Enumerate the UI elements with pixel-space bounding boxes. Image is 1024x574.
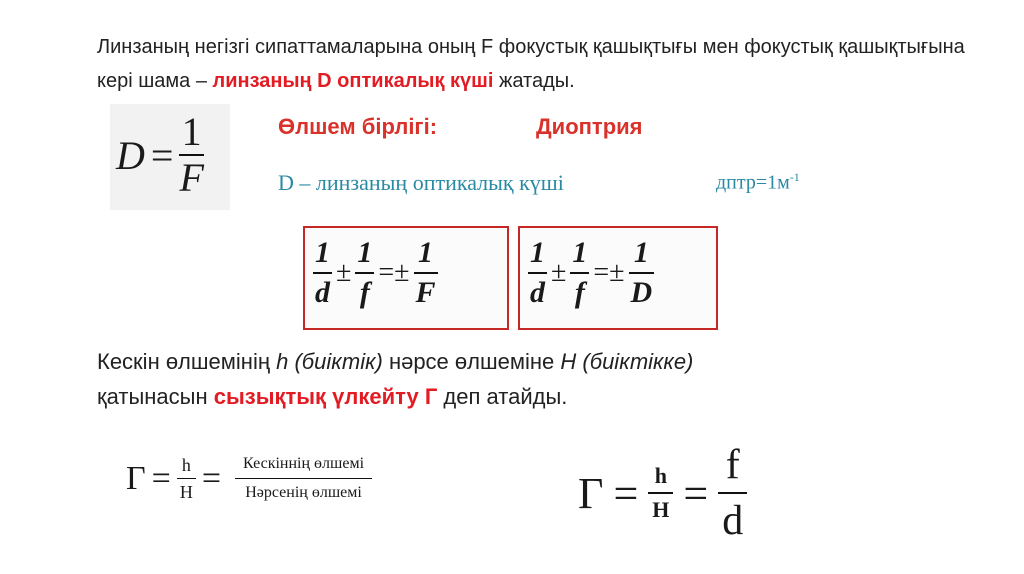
intro-text-end: жатады.: [493, 70, 575, 92]
h-num: h: [181, 455, 191, 475]
magnification-formula-left: [126, 450, 380, 507]
lens-formula-box-1: [303, 226, 509, 330]
term-2-den: f: [359, 276, 370, 309]
term-3-num: 1: [633, 236, 649, 269]
equals-2: =: [683, 468, 709, 518]
magnification-formula-right: [578, 438, 747, 548]
term-3-num: 1: [418, 236, 434, 269]
gamma-symbol: Г: [578, 468, 604, 518]
h-over-H: [177, 452, 196, 505]
lens-formula-1: [313, 234, 438, 312]
para2-highlight: сызықтық үлкейту Г: [213, 384, 438, 409]
term-1-num: 1: [530, 236, 545, 269]
para2-a: Кескін өлшемінің: [97, 349, 277, 374]
word-fraction: [227, 450, 380, 507]
h-over-H-fraction: [648, 460, 673, 526]
term-1-num: 1: [315, 236, 330, 269]
h-over-H-fraction: [177, 452, 196, 505]
term-2-num: 1: [357, 236, 373, 269]
unit-value: Диоптрия: [536, 114, 643, 139]
term-1-den: d: [315, 276, 330, 309]
H-den: H: [179, 482, 193, 502]
para2-d: деп атайды.: [437, 384, 568, 409]
diopter-unit-text: дптр=1м: [716, 171, 790, 194]
equals-1: =: [151, 459, 171, 497]
diopter-unit-exponent: -1: [789, 170, 800, 184]
fraction-denominator: F: [179, 155, 204, 200]
plus-minus: ±: [551, 257, 567, 288]
para2-c: қатынасын: [97, 384, 214, 409]
term-2: [570, 234, 589, 312]
d-den: d: [722, 498, 744, 544]
para2-h: h (биіктік): [276, 349, 383, 374]
equals-1: =: [613, 468, 639, 518]
word-fraction-inner: [227, 450, 380, 507]
term-1: [528, 234, 547, 312]
formula-fraction: [179, 110, 203, 200]
lens-formula-box-2: [518, 226, 718, 330]
H-den: H: [652, 497, 670, 522]
optical-power-formula: [116, 110, 204, 200]
term-1: [313, 234, 332, 312]
formula-D: D: [116, 132, 145, 178]
term-2-num: 1: [572, 236, 588, 269]
f-num: f: [725, 442, 740, 488]
unit-label: Өлшем бірлігі:: [278, 114, 438, 139]
intro-highlight: линзаның D оптикалық күші: [212, 70, 494, 92]
equals-2: =: [201, 459, 222, 497]
term-2: [355, 234, 374, 312]
term-3: [629, 234, 655, 312]
f-over-d-fraction: [718, 438, 747, 548]
intro-text: Линзаның негізгі сипаттамаларына оның F фокустық қашықтығы мен фокустық қашықтығына кері шама –: [97, 36, 965, 92]
term-2-den: f: [574, 276, 585, 309]
h-num: h: [654, 463, 667, 488]
fraction-numerator: 1: [181, 109, 202, 154]
diopter-unit: [716, 170, 800, 195]
formula-equals: =: [150, 132, 174, 178]
magnification-paragraph: [97, 344, 997, 414]
plus-minus: ±: [336, 257, 352, 288]
para2-b: нәрсе өлшеміне: [382, 349, 561, 374]
term-3-den: F: [415, 276, 436, 309]
word-den: Нәрсенің өлшемі: [245, 484, 362, 501]
word-num: Кескіннің өлшемі: [243, 455, 365, 472]
term-3-den: D: [630, 276, 653, 309]
gamma-symbol: Г: [126, 459, 146, 497]
optical-power-definition: D – линзаның оптикалық күші: [278, 170, 564, 195]
term-3: [414, 234, 438, 312]
intro-paragraph: [97, 30, 997, 98]
term-1-den: d: [530, 276, 545, 309]
equals-plus-minus: =±: [593, 257, 625, 288]
para2-H: H (биіктікке): [560, 349, 694, 374]
lens-formula-2: [528, 234, 654, 312]
equals-plus-minus: =±: [378, 257, 410, 288]
